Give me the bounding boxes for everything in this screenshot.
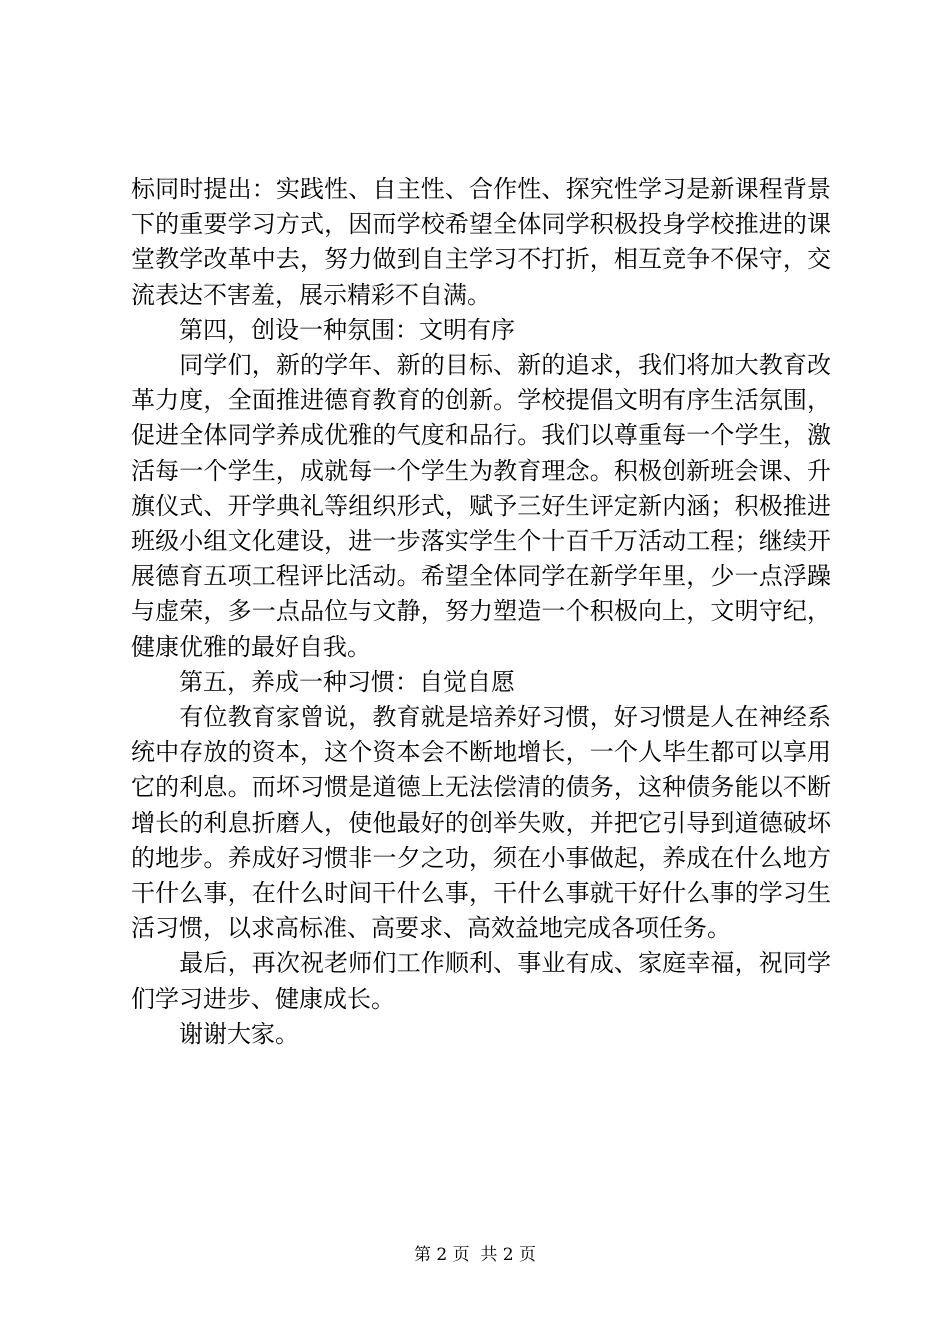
document-body — [131, 172, 831, 1052]
paragraph-good-habits: 有位教育家曾说，教育就是培养好习惯，好习惯是人在神经系统中存放的资本，这个资本会不断地增长，一个人毕生都可以享用它的利息。而坏习惯是道德上无法偿清的债务，这种债务能以不断增长的利息折磨人，使他最好的创举失败，并把它引导到道德破坏的地步。养成好习惯非一夕之功，须在小事做起，养成在什么地方干什么事，在什么时间干什么事，干什么事就干好什么事的学习生活习惯，以求高标准、高要求、高效益地完成各项任务。 — [131, 703, 831, 943]
paragraph-thanks: 谢谢大家。 — [131, 1019, 299, 1048]
page-footer: 第 2 页 共 2 页 — [413, 1245, 537, 1265]
heading-fourth-atmosphere: 第四，创设一种氛围：文明有序 — [131, 315, 515, 344]
paragraph-closing-wishes: 最后，再次祝老师们工作顺利、事业有成、家庭幸福，祝同学们学习进步、健康成长。 — [131, 949, 831, 1013]
paragraph-continued-learning-methods: 标同时提出：实践性、自主性、合作性、探究性学习是新课程背景下的重要学习方式，因而学校希望全体同学积极投身学校推进的课堂教学改革中去，努力做到自主学习不打折，相互竞争不保守，交流表达不害羞，展示精彩不自满。 — [131, 175, 831, 309]
heading-fifth-habit: 第五，养成一种习惯：自觉自愿 — [131, 667, 515, 696]
paragraph-civilized-order: 同学们，新的学年、新的目标、新的追求，我们将加大教育改革力度，全面推进德育教育的创新。学校提倡文明有序生活氛围，促进全体同学养成优雅的气度和品行。我们以尊重每一个学生，激活每一个学生，成就每一个学生为教育理念。积极创新班会课、升旗仪式、开学典礼等组织形式，赋予三好生评定新内涵；积极推进班级小组文化建设，进一步落实学生个十百千万活动工程；继续开展德育五项工程评比活动。希望全体同学在新学年里，少一点浮躁与虚荣，多一点品位与文静，努力塑造一个积极向上，文明守纪，健康优雅的最好自我。 — [131, 351, 831, 661]
